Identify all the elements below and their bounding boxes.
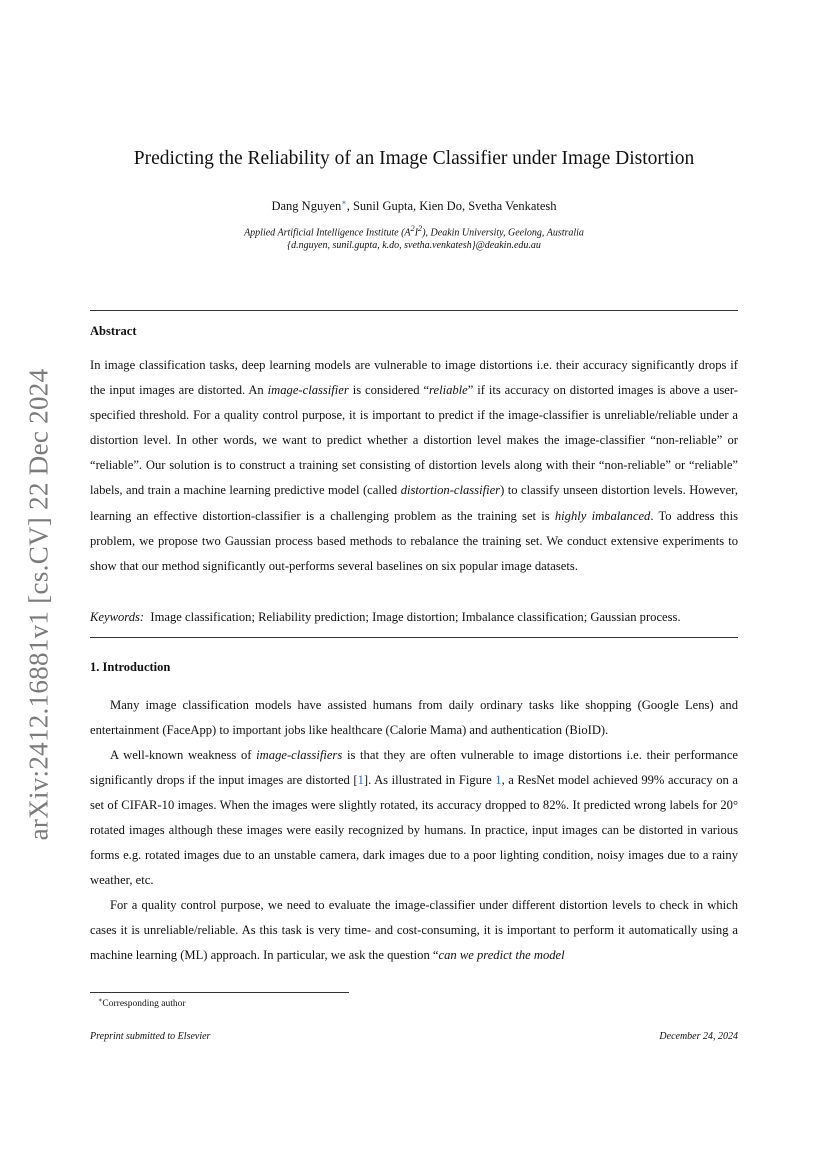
affiliation — [90, 222, 738, 252]
intro-paragraph-3: For a quality control purpose, we need to evaluate the image-classifier under different distortion levels to check in which cases it is unreliable/reliable. As this task is very time- and cost-consuming, it is important to perform it automatically using a machine learning (ML) approach. In particular, we ask the question “can we predict the model — [90, 898, 738, 963]
author-rest: , Sunil Gupta, Kien Do, Svetha Venkatesh — [346, 199, 557, 214]
author-first: Dang Nguyen — [271, 199, 342, 214]
intro-paragraph-1: Many image classification models have assisted humans from daily ordinary tasks like shopping (Google Lens) and entertainment (FaceApp) to important jobs like healthcare (Calorie Mama) and authentication (BioID). — [90, 698, 738, 738]
citation-link[interactable]: 1 — [357, 773, 364, 788]
corresponding-author-mark[interactable]: ∗ — [341, 198, 347, 207]
paper-title: Predicting the Reliability of an Image Classifier under Image Distortion — [133, 148, 695, 169]
arxiv-id-text: arXiv:2412.16881v1 [cs.CV] 22 Dec 2024 — [23, 368, 54, 840]
footer-date: December 24, 2024 — [659, 1031, 738, 1042]
affiliation-emails: {d.nguyen, sunil.gupta, k.do, svetha.venkatesh}@deakin.edu.au — [287, 240, 541, 252]
figure-link[interactable]: 1 — [495, 773, 502, 788]
arxiv-identifier — [18, 355, 60, 853]
section-heading-introduction: 1. Introduction — [90, 660, 171, 674]
affiliation-institute: Applied Artificial Intelligence Institute $(A^2I^2)$, Deakin University, Geelong, Australia — [244, 224, 584, 239]
intro-paragraph-2: A well-known weakness of image-classifiers is that they are often vulnerable to image distortions i.e. their performance significantly drops if the input images are distorted [1]. As illustrated in Figure 1, a ResNet model achieved 99% accuracy on a set of CIFAR-10 images. When the images were slightly rotated, its accuracy dropped to 82%. It predicted wrong labels for 20° rotated images although these images were easily recognized by humans. In practice, input images can be distorted in various forms e.g. rotated images due to an unstable camera, dark images due to a poor lighting condition, noisy images due to a rainy weather, etc. — [90, 748, 739, 888]
keywords-label: Keywords: — [90, 610, 145, 624]
abstract-body: In image classification tasks, deep learning models are vulnerable to image distortions i.e. their accuracy significantly drops if the input images are distorted. An image-classifier is considered “reliable” if its accuracy on distorted images is above a user-specified threshold. For a quality control purpose, it is important to predict if the image-classifier is unreliable/reliable under a distortion level. In other words, we want to predict whether a distortion level makes the image-classifier “non-reliable” or “reliable”. Our solution is to construct a training set consisting of distortion levels along with their “non-reliable” or “reliable” labels, and train a machine learning predictive model (called distortion-classifier) to classify unseen distortion levels. However, learning an effective distortion-classifier is a challenging problem as the training set is highly imbalanced. To address this problem, we propose two Gaussian process based methods to rebalance the training set. We conduct extensive experiments to show that our method significantly out-performs several baselines on six popular image datasets. — [90, 358, 738, 573]
keywords — [90, 606, 738, 628]
abstract-heading: Abstract — [90, 324, 137, 338]
footer-submission-note: Preprint submitted to Elsevier — [90, 1031, 211, 1042]
abstract-bottom-rule — [90, 637, 738, 638]
footnote: ∗Corresponding author — [98, 997, 186, 1010]
footnote-rule — [90, 992, 349, 993]
keywords-text: Image classification; Reliability prediction; Image distortion; Imbalance classification; Gaussian process. — [150, 610, 681, 624]
author-list — [90, 198, 738, 214]
abstract-top-rule — [90, 310, 738, 311]
